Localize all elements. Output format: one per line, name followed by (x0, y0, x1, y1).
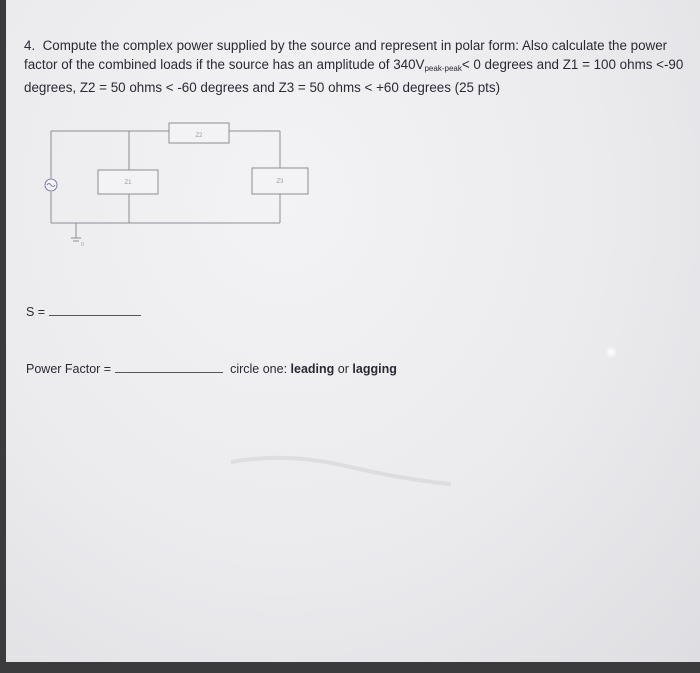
circuit-diagram (36, 118, 326, 248)
circle-one-label: circle one: (230, 362, 288, 376)
z2-label: Z2 (195, 133, 203, 139)
power-factor-label: Power Factor = (26, 362, 112, 376)
s-answer-line (26, 305, 141, 319)
power-factor-line (26, 362, 397, 376)
power-factor-blank[interactable] (115, 362, 223, 373)
s-label: S = (26, 305, 46, 319)
question-body-continued: < 0 degrees and Z1 = 100 ohms <-90 degrees, Z2 = 50 ohms < -60 degrees and Z3 = 50 ohms < +60 degrees (25 pts) (24, 57, 684, 95)
ground-label: 0 (81, 242, 84, 248)
s-answer-blank[interactable] (49, 305, 141, 316)
worksheet-page (6, 0, 700, 662)
voltage-subscript: peak-peak (424, 64, 462, 73)
question-text (24, 36, 684, 97)
or-connector: or (337, 362, 349, 376)
z1-label: Z1 (124, 180, 132, 186)
option-leading[interactable]: leading (290, 362, 335, 376)
option-lagging[interactable]: lagging (352, 362, 397, 376)
paper-smudge (226, 452, 456, 492)
light-glare (604, 346, 618, 358)
question-body: Compute the complex power supplied by the source and represent in polar form: Also calculate the power factor of the combined loads if the source has an amplitude of 340V (24, 38, 668, 72)
z3-label: Z3 (276, 179, 284, 185)
question-number: 4. (24, 38, 36, 53)
